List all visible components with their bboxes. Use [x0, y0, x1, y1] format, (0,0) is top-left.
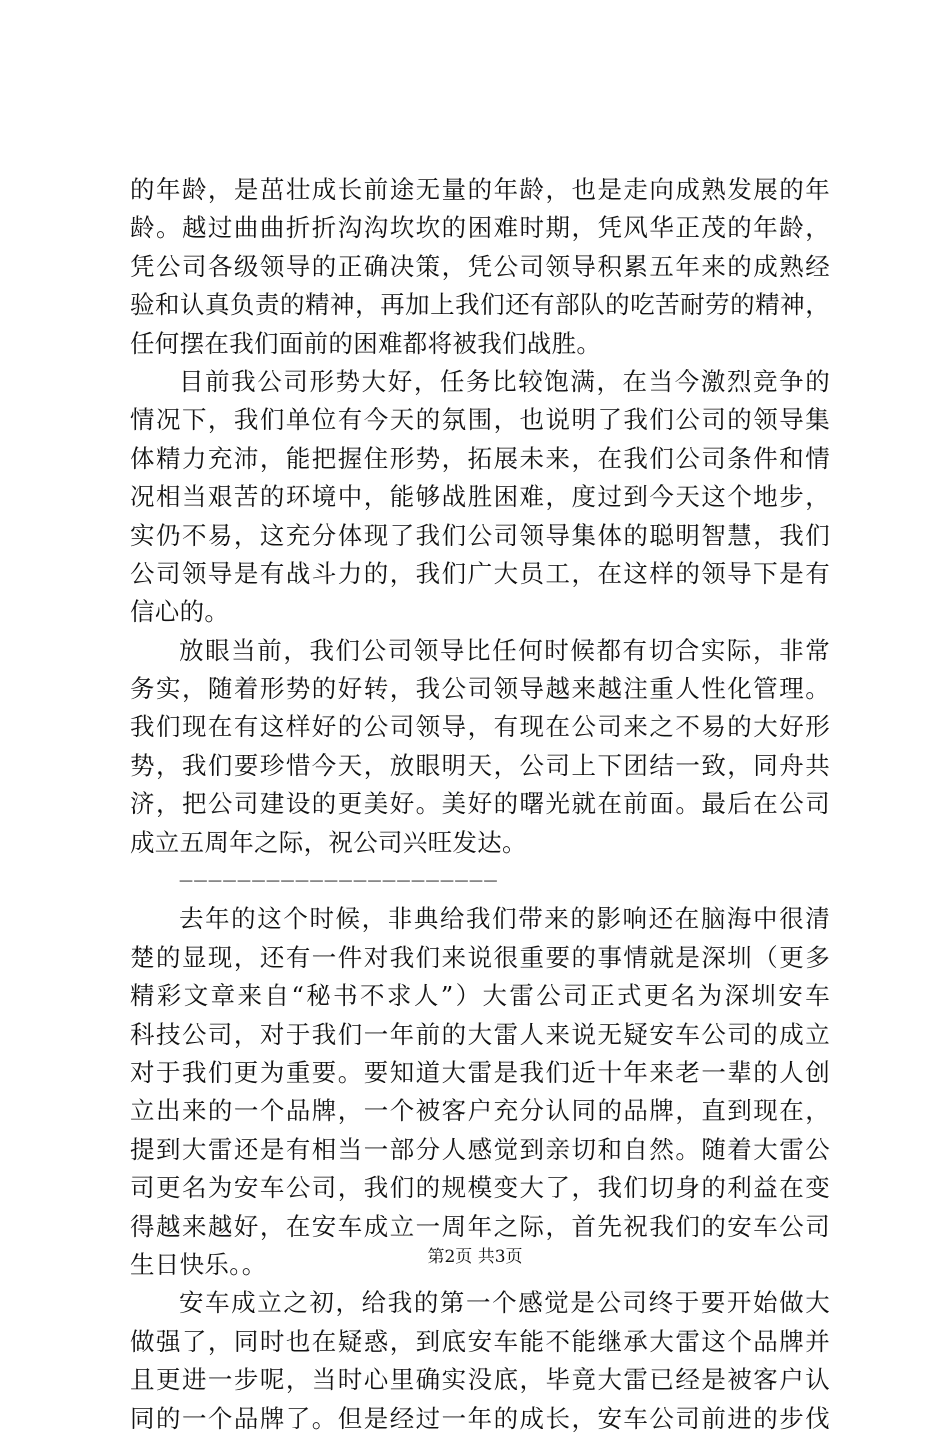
text-line: 情况下，我们单位有今天的氛围，也说明了我们公司的领导集 [130, 405, 830, 435]
text-line: 对于我们更为重要。要知道大雷是我们近十年来老一辈的人创 [130, 1057, 830, 1087]
text-line: 成立五周年之际，祝公司兴旺发达。 [130, 827, 527, 857]
text-line: 科技公司，对于我们一年前的大雷人来说无疑安车公司的成立 [130, 1019, 830, 1049]
text-line: 提到大雷还是有相当一部分人感觉到亲切和自然。随着大雷公 [130, 1134, 830, 1164]
text-line: 的年龄，是茁壮成长前途无量的年龄，也是走向成熟发展的年 [130, 175, 830, 204]
text-line: 且更进一步呢，当时心里确实没底，毕竟大雷已经是被客户认 [130, 1365, 830, 1395]
text-line: 实仍不易，这充分体现了我们公司领导集体的聪明智慧，我们 [130, 520, 830, 550]
text-line: 龄。越过曲曲折折沟沟坎坎的困难时期，凭风华正茂的年龄， [130, 213, 830, 243]
text-line: 安车成立之初，给我的第一个感觉是公司终于要开始做大 [179, 1288, 830, 1318]
text-line: 我们现在有这样好的公司领导，有现在公司来之不易的大好形 [130, 712, 830, 742]
text-line: 楚的显现，还有一件对我们来说很重要的事情就是深圳（更多 [130, 942, 830, 972]
text-line: 公司领导是有战斗力的，我们广大员工，在这样的领导下是有 [130, 558, 830, 588]
text-line: 司更名为安车公司，我们的规模变大了，我们切身的利益在变 [130, 1173, 830, 1203]
text-line: 势，我们要珍惜今天，放眼明天，公司上下团结一致，同舟共 [130, 750, 830, 780]
text-line: 况相当艰苦的环境中，能够战胜困难，度过到今天这个地步， [130, 482, 830, 512]
text-line: 凭公司各级领导的正确决策，凭公司领导积累五年来的成熟经 [130, 251, 830, 281]
text-line: 精彩文章来自“秘书不求人”）大雷公司正式更名为深圳安车 [130, 981, 830, 1011]
page-footer: 第2页 共3页 [427, 1247, 523, 1267]
text-line: 生日快乐。。 [130, 1249, 267, 1279]
section-separator: —————————————————————— [179, 873, 498, 890]
text-line: 济，把公司建设的更美好。美好的曙光就在前面。最后在公司 [130, 789, 830, 819]
text-line: 体精力充沛，能把握住形势，拓展未来，在我们公司条件和情 [130, 443, 830, 473]
text-line: 同的一个品牌了。但是经过一年的成长，安车公司前进的步伐 [130, 1403, 830, 1433]
text-line: 放眼当前，我们公司领导比任何时候都有切合实际，非常 [179, 635, 830, 665]
text-line: 目前我公司形势大好，任务比较饱满，在当今激烈竞争的 [179, 366, 830, 396]
text-line: 信心的。 [130, 597, 230, 627]
text-line: 验和认真负责的精神，再加上我们还有部队的吃苦耐劳的精神， [130, 290, 830, 320]
text-line: 立出来的一个品牌，一个被客户充分认同的品牌，直到现在， [130, 1096, 830, 1126]
text-line: 得越来越好，在安车成立一周年之际，首先祝我们的安车公司 [130, 1211, 830, 1241]
text-line: 做强了，同时也在疑惑，到底安车能不能继承大雷这个品牌并 [130, 1326, 830, 1356]
text-line: 任何摆在我们面前的困难都将被我们战胜。 [130, 328, 602, 358]
text-line: 去年的这个时候，非典给我们带来的影响还在脑海中很清 [179, 904, 830, 934]
text-line: 务实，随着形势的好转，我公司领导越来越注重人性化管理。 [130, 674, 830, 704]
